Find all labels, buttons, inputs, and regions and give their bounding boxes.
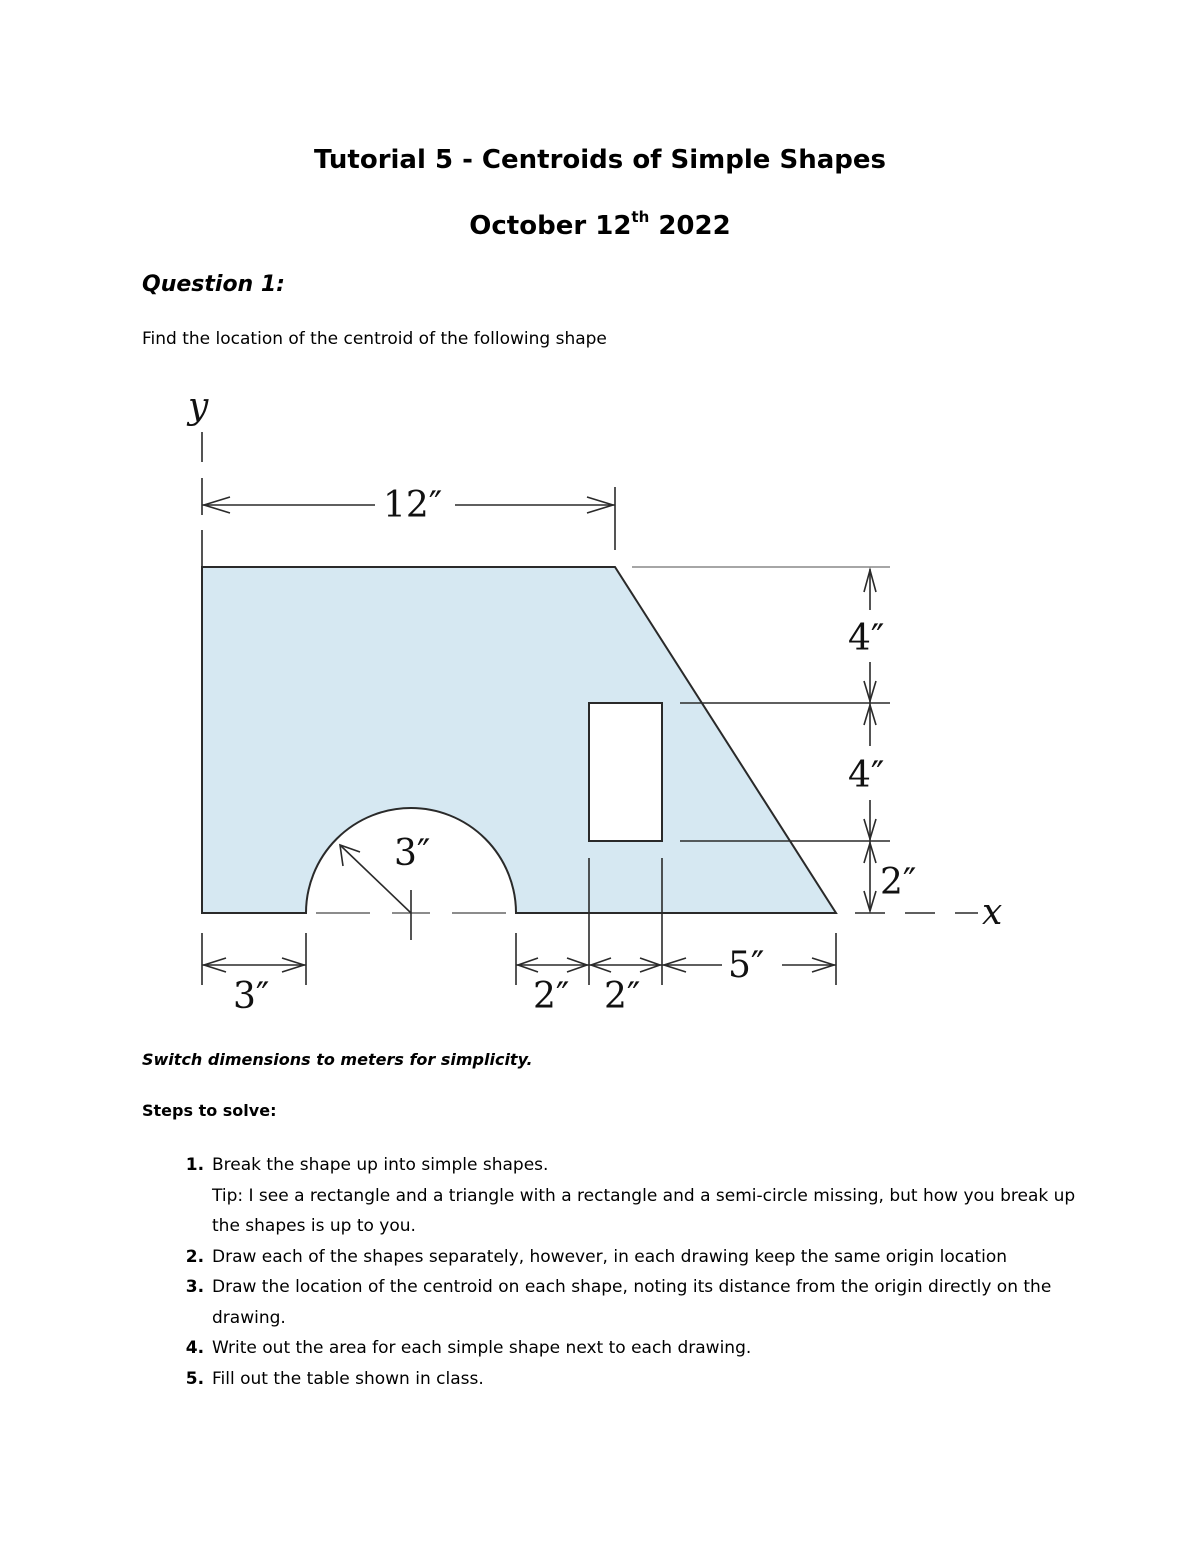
dim-top-width: 12″ xyxy=(383,485,443,526)
list-item: 4. Write out the area for each simple shape next to each drawing. xyxy=(210,1333,1090,1364)
y-axis-label: y xyxy=(188,386,209,427)
page-title: Tutorial 5 - Centroids of Simple Shapes xyxy=(314,145,886,175)
dim-middle-height: 4″ xyxy=(848,755,885,796)
centroid-figure xyxy=(0,380,1200,1020)
page-date: October 12th 2022 xyxy=(469,208,731,241)
dim-left-offset: 3″ xyxy=(233,976,270,1017)
switch-note: Switch dimensions to meters for simplicity. xyxy=(142,1050,533,1069)
question-prompt: Find the location of the centroid of the following shape xyxy=(142,329,607,349)
x-axis-label: x xyxy=(982,892,1003,933)
dim-right-run: 5″ xyxy=(728,945,765,986)
dim-upper-height: 4″ xyxy=(848,618,885,659)
list-item: 5. Fill out the table shown in class. xyxy=(210,1364,1090,1395)
question-label: Question 1: xyxy=(142,272,285,297)
tip-text: Tip: I see a rectangle and a triangle with a rectangle and a semi-circle missing, but how you break up the shapes is up to you. xyxy=(212,1185,1076,1236)
steps-heading: Steps to solve: xyxy=(142,1101,277,1120)
dim-lower-height: 2″ xyxy=(880,862,917,903)
list-item: 1. Break the shape up into simple shapes. Tip: I see a rectangle and a triangle with a rectangle and a semi-circle missing, but how you break up the shapes is up to you. xyxy=(210,1150,1090,1242)
composite-shape xyxy=(202,567,836,913)
dim-gap: 2″ xyxy=(533,976,570,1017)
steps-list xyxy=(170,1150,1090,1394)
rectangular-hole xyxy=(589,703,662,841)
list-item: 3. Draw the location of the centroid on each shape, noting its distance from the origin directly on the drawing. xyxy=(210,1272,1090,1333)
dim-hole-width: 2″ xyxy=(604,976,641,1017)
date-superscript: th xyxy=(631,208,650,226)
dim-radius: 3″ xyxy=(394,833,431,874)
list-item: 2. Draw each of the shapes separately, however, in each drawing keep the same origin location xyxy=(210,1242,1090,1273)
